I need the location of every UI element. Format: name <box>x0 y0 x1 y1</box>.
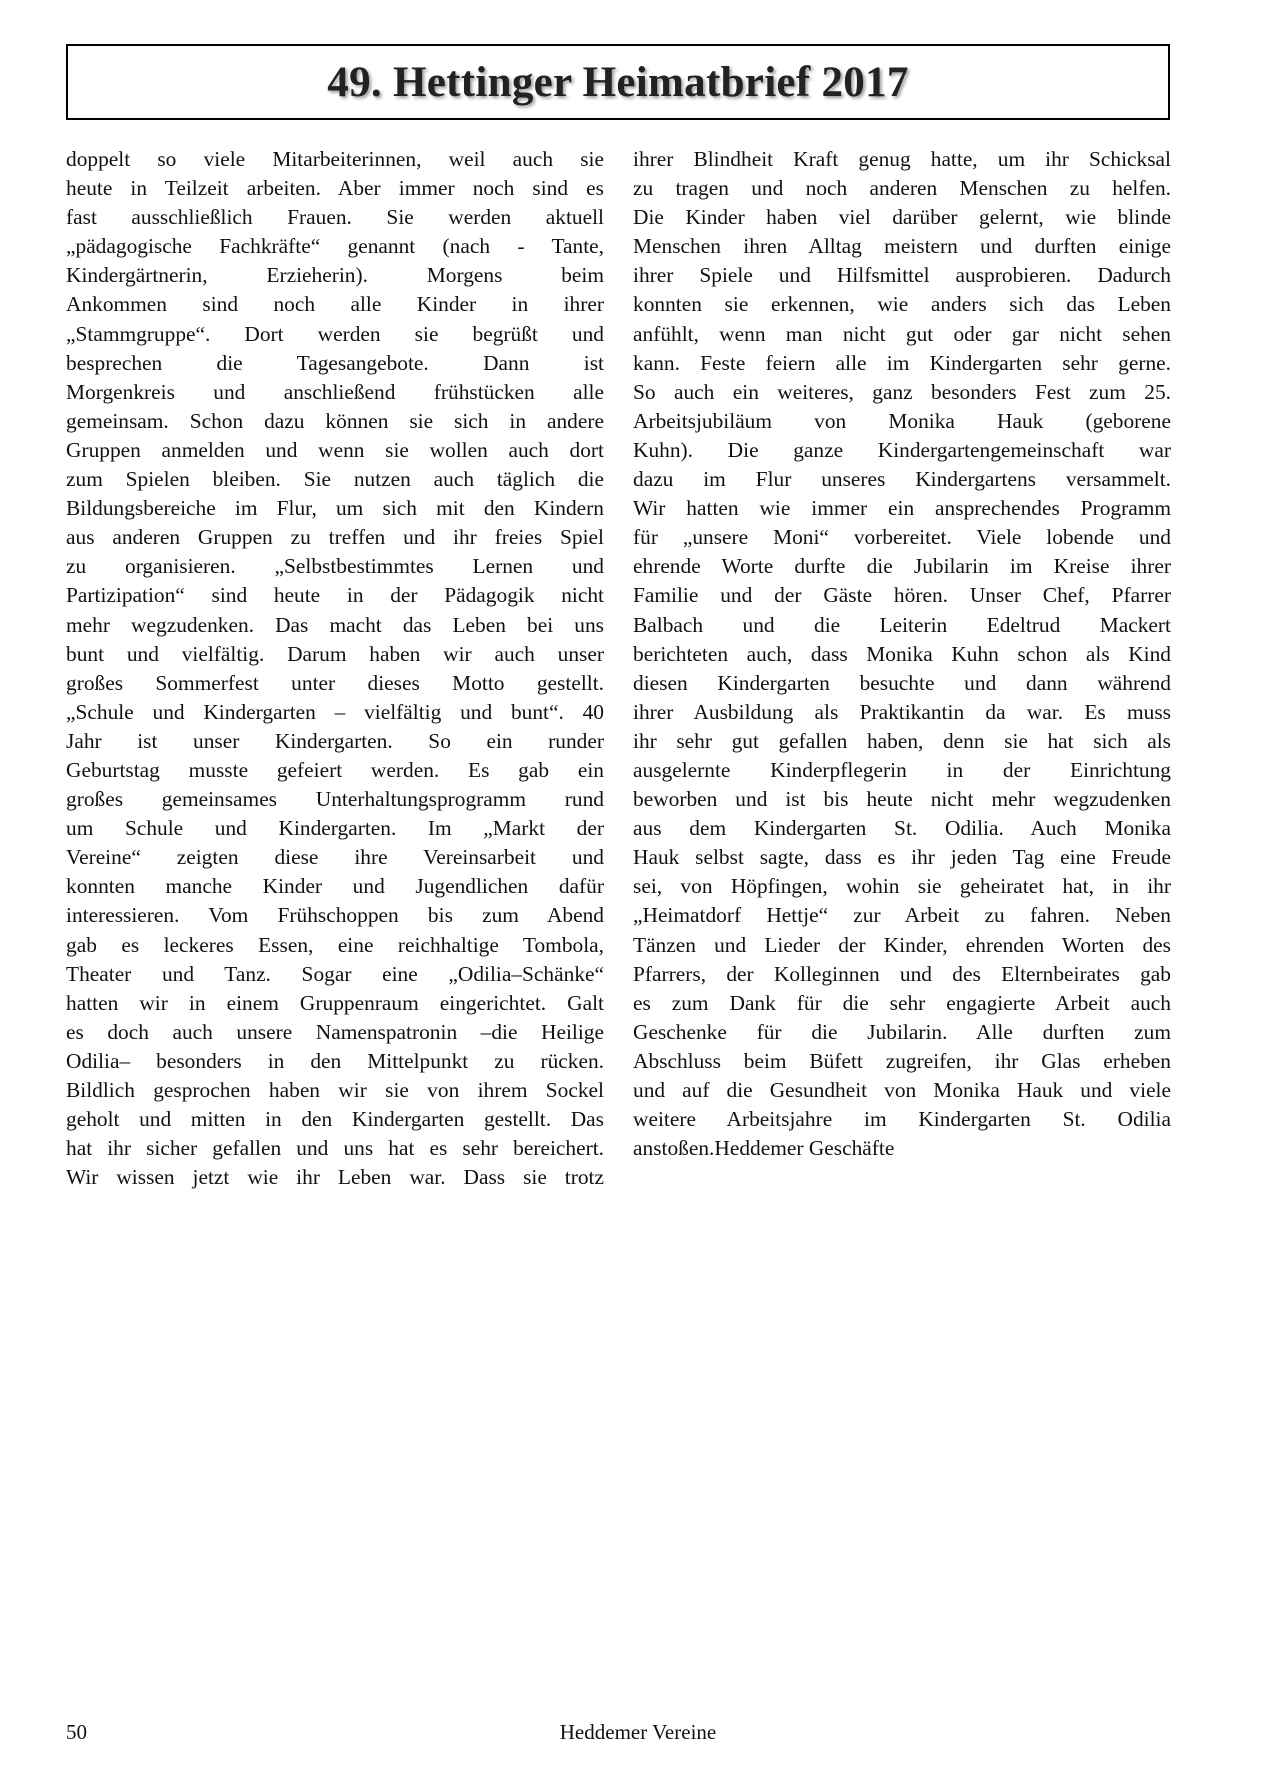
text-line: bunt und vielfältig. Darum haben wir auch unser <box>66 641 604 666</box>
text-line: ihrer Ausbildung als Praktikantin da war. Es muss <box>633 699 1171 724</box>
text-line: kann. Feste feiern alle im Kindergarten sehr gerne. <box>633 350 1171 375</box>
text-line: Geburtstag musste gefeiert werden. Es gab ein <box>66 757 604 782</box>
text-line: Vereine“ zeigten diese ihre Vereinsarbeit und <box>66 845 604 870</box>
text-line: ausgelernte Kinderpflegerin in der Einrichtung <box>633 757 1171 782</box>
text-line: weitere Arbeitsjahre im Kindergarten St. Odilia <box>633 1107 1171 1132</box>
text-line: Ankommen sind noch alle Kinder in ihrer <box>66 292 604 317</box>
text-line: Partizipation“ sind heute in der Pädagogik nicht <box>66 583 604 608</box>
text-line: es zum Dank für die sehr engagierte Arbeit auch <box>633 990 1171 1015</box>
text-line: anstoßen.Heddemer Geschäfte <box>633 1136 895 1161</box>
text-line: aus dem Kindergarten St. Odilia. Auch Monika <box>633 816 1171 841</box>
text-line: Odilia– besonders in den Mittelpunkt zu rücken. <box>66 1048 604 1073</box>
header-box <box>66 44 1170 120</box>
text-line: Hauk selbst sagte, dass es ihr jeden Tag eine Freude <box>633 845 1171 870</box>
text-line: großes gemeinsames Unterhaltungsprogramm rund <box>66 787 604 812</box>
text-line: gemeinsam. Schon dazu können sie sich in andere <box>66 408 604 433</box>
text-line: hatten wir in einem Gruppenraum eingerichtet. Galt <box>66 990 604 1015</box>
text-line: und auf die Gesundheit von Monika Hauk und viele <box>633 1078 1171 1102</box>
text-line: interessieren. Vom Frühschoppen bis zum Abend <box>66 903 604 928</box>
text-line: berichteten auch, dass Monika Kuhn schon als Kind <box>633 641 1171 666</box>
text-column-right <box>633 145 1171 1163</box>
text-column-left <box>66 145 604 1192</box>
text-line: Jahr ist unser Kindergarten. So ein runder <box>66 728 604 753</box>
text-line: zu tragen und noch anderen Menschen zu helfen. <box>633 176 1171 201</box>
text-line: zum Spielen bleiben. Sie nutzen auch täglich die <box>66 467 604 492</box>
text-line: Theater und Tanz. Sogar eine „Odilia–Schänke“ <box>66 961 604 986</box>
text-line: es doch auch unsere Namenspatronin –die Heilige <box>66 1019 604 1044</box>
text-line: anfühlt, wenn man nicht gut oder gar nicht sehen <box>633 321 1171 346</box>
text-line: diesen Kindergarten besuchte und dann während <box>633 670 1171 695</box>
text-line: Abschluss beim Büfett zugreifen, ihr Glas erheben <box>633 1048 1171 1073</box>
text-line: ihrer Blindheit Kraft genug hatte, um ihr Schicksal <box>633 147 1171 171</box>
text-line: Arbeitsjubiläum von Monika Hauk (geborene <box>633 408 1171 433</box>
text-line: Die Kinder haben viel darüber gelernt, wie blinde <box>633 205 1171 230</box>
text-line: Bildungsbereiche im Flur, um sich mit den Kindern <box>66 496 604 521</box>
text-line: Menschen ihren Alltag meistern und durften einige <box>633 234 1171 259</box>
text-line: gab es leckeres Essen, eine reichhaltige Tombola, <box>66 932 604 957</box>
text-line: ehrende Worte durfte die Jubilarin im Kreise ihrer <box>633 554 1171 579</box>
text-line: Kindergärtnerin, Erzieherin). Morgens beim <box>66 263 604 288</box>
text-line: hat ihr sicher gefallen und uns hat es sehr bereichert. <box>66 1136 604 1161</box>
text-line: fast ausschließlich Frauen. Sie werden aktuell <box>66 205 604 230</box>
page-title: 49. Hettinger Heimatbrief 2017 <box>327 58 909 106</box>
text-line: ihr sehr gut gefallen haben, denn sie hat sich als <box>633 728 1171 753</box>
text-line: beworben und ist bis heute nicht mehr wegzudenken <box>633 787 1171 812</box>
text-line: konnten manche Kinder und Jugendlichen dafür <box>66 874 604 899</box>
text-line: um Schule und Kindergarten. Im „Markt der <box>66 816 604 841</box>
text-line: mehr wegzudenken. Das macht das Leben bei uns <box>66 612 604 637</box>
text-line: Geschenke für die Jubilarin. Alle durften zum <box>633 1019 1171 1044</box>
text-line: zu organisieren. „Selbstbestimmtes Lernen und <box>66 554 604 579</box>
text-line: ihrer Spiele und Hilfsmittel ausprobieren. Dadurch <box>633 263 1171 288</box>
page-number: 50 <box>66 1720 87 1744</box>
text-line: großes Sommerfest unter dieses Motto gestellt. <box>66 670 604 695</box>
text-line: Wir hatten wie immer ein ansprechendes Programm <box>633 496 1171 521</box>
text-line: Morgenkreis und anschließend frühstücken alle <box>66 379 604 404</box>
footer-section-title: Heddemer Vereine <box>559 1720 717 1744</box>
text-line: aus anderen Gruppen zu treffen und ihr freies Spiel <box>66 525 604 550</box>
text-line: geholt und mitten in den Kindergarten gestellt. Das <box>66 1107 604 1132</box>
text-line: heute in Teilzeit arbeiten. Aber immer noch sind es <box>66 176 604 201</box>
text-line: Bildlich gesprochen haben wir sie von ihrem Sockel <box>66 1078 604 1102</box>
text-line: für „unsere Moni“ vorbereitet. Viele lobende und <box>633 525 1171 550</box>
text-line: konnten sie erkennen, wie anders sich das Leben <box>633 292 1171 317</box>
text-line: doppelt so viele Mitarbeiterinnen, weil auch sie <box>66 147 604 171</box>
text-line: Pfarrers, der Kolleginnen und des Elternbeirates gab <box>633 961 1171 986</box>
text-line: So auch ein weiteres, ganz besonders Fest zum 25. <box>633 379 1171 404</box>
text-line: „Stammgruppe“. Dort werden sie begrüßt und <box>66 321 604 346</box>
text-line: Tänzen und Lieder der Kinder, ehrenden Worten des <box>633 932 1171 957</box>
text-line: dazu im Flur unseres Kindergartens versammelt. <box>633 467 1171 492</box>
text-line: sei, von Höpfingen, wohin sie geheiratet hat, in ihr <box>633 874 1171 899</box>
text-line: Familie und der Gäste hören. Unser Chef, Pfarrer <box>633 583 1171 608</box>
text-line: Gruppen anmelden und wenn sie wollen auch dort <box>66 437 604 462</box>
text-line: „Schule und Kindergarten – vielfältig und bunt“. 40 <box>66 699 604 724</box>
text-line: Wir wissen jetzt wie ihr Leben war. Dass sie trotz <box>66 1165 604 1190</box>
text-line: „pädagogische Fachkräfte“ genannt (nach - Tante, <box>66 234 604 259</box>
text-line: Balbach und die Leiterin Edeltrud Mackert <box>633 612 1171 637</box>
text-line: „Heimatdorf Hettje“ zur Arbeit zu fahren. Neben <box>633 903 1171 928</box>
text-line: Kuhn). Die ganze Kindergartengemeinschaft war <box>633 437 1171 462</box>
text-line: besprechen die Tagesangebote. Dann ist <box>66 350 604 375</box>
